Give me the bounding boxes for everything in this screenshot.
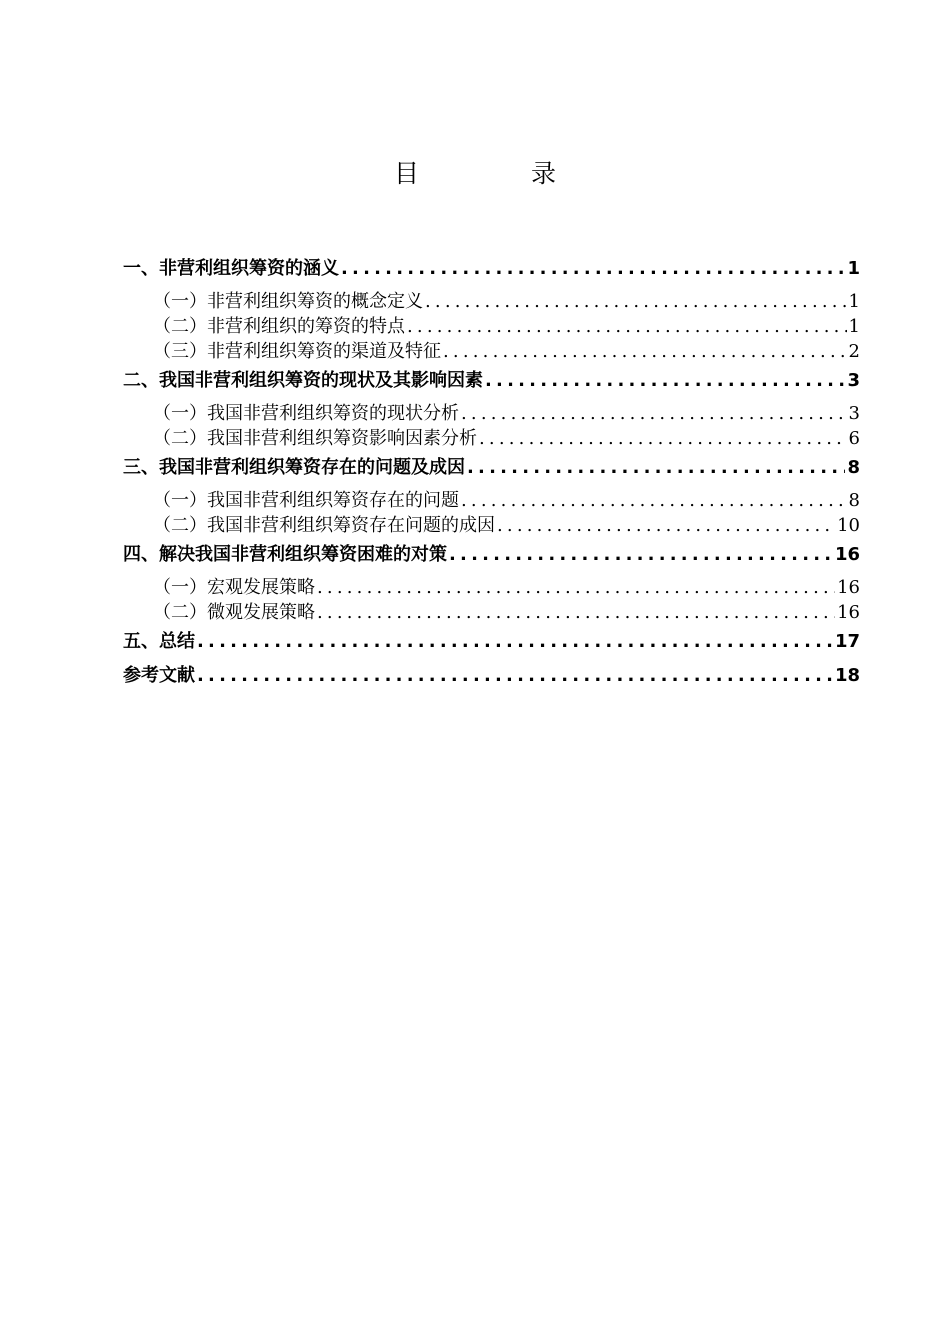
toc-leader-dots — [317, 600, 835, 625]
toc-entry-subsection[interactable] — [123, 289, 860, 314]
toc-leader-dots — [449, 541, 833, 569]
toc-entry-label: 五、总结 — [123, 631, 195, 652]
toc-entry-subsection[interactable] — [123, 339, 860, 367]
toc-entry-label: 三、我国非营利组织筹资存在的问题及成因 — [123, 457, 465, 478]
toc-page-number: 3 — [847, 370, 860, 391]
toc-entry-label: （一）我国非营利组织筹资的现状分析 — [153, 403, 459, 424]
toc-entry-label: （一）宏观发展策略 — [153, 577, 315, 598]
toc-entry-section-1[interactable] — [123, 255, 860, 289]
toc-page-number: 16 — [837, 577, 860, 598]
toc-leader-dots — [443, 339, 847, 364]
toc-entry-label: 参考文献 — [123, 665, 195, 686]
toc-leader-dots — [479, 426, 847, 451]
toc-leader-dots — [461, 401, 847, 426]
toc-leader-dots — [407, 314, 847, 339]
toc-leader-dots — [461, 488, 847, 513]
toc-entry-label: 一、非营利组织筹资的涵义 — [123, 258, 339, 279]
toc-page-number: 16 — [834, 544, 860, 565]
toc-entry-label: 二、我国非营利组织筹资的现状及其影响因素 — [123, 370, 483, 391]
toc-entry-label: （一）非营利组织筹资的概念定义 — [153, 291, 423, 312]
toc-entry-subsection[interactable] — [123, 600, 860, 628]
toc-leader-dots — [341, 255, 845, 283]
toc-leader-dots — [317, 575, 835, 600]
toc-page-number: 10 — [837, 515, 860, 536]
toc-leader-dots — [467, 454, 845, 482]
page-title: 目 录 — [394, 159, 608, 188]
toc-page-number: 3 — [848, 403, 860, 424]
toc-entry-label: （三）非营利组织筹资的渠道及特征 — [153, 341, 441, 362]
toc-page-number: 2 — [848, 341, 860, 362]
toc-page-number: 8 — [847, 457, 860, 478]
toc-entry-label: （二）非营利组织的筹资的特点 — [153, 316, 405, 337]
toc-page-number: 1 — [848, 316, 860, 337]
toc-entry-subsection[interactable] — [123, 488, 860, 513]
toc-leader-dots — [197, 662, 833, 690]
toc-entry-subsection[interactable] — [123, 575, 860, 600]
toc-entry-subsection[interactable] — [123, 401, 860, 426]
toc-entry-label: （二）我国非营利组织筹资存在问题的成因 — [153, 515, 495, 536]
toc-entry-label: 四、解决我国非营利组织筹资困难的对策 — [123, 544, 447, 565]
toc-entry-section-3[interactable] — [123, 454, 860, 488]
toc-entry-section-2[interactable] — [123, 367, 860, 401]
toc-page-number: 18 — [834, 665, 860, 686]
toc-entry-section-4[interactable] — [123, 541, 860, 575]
table-of-contents — [123, 255, 860, 696]
toc-leader-dots — [425, 289, 847, 314]
toc-page-number: 1 — [847, 258, 860, 279]
toc-page-number: 16 — [837, 602, 860, 623]
toc-leader-dots — [197, 628, 833, 656]
toc-entry-subsection[interactable] — [123, 513, 860, 541]
toc-page-number: 8 — [848, 490, 860, 511]
toc-leader-dots — [497, 513, 835, 538]
toc-entry-section-5[interactable] — [123, 628, 860, 662]
toc-leader-dots — [485, 367, 845, 395]
toc-entry-label: （一）我国非营利组织筹资存在的问题 — [153, 490, 459, 511]
toc-entry-references[interactable] — [123, 662, 860, 696]
toc-page-number: 17 — [834, 631, 860, 652]
toc-entry-subsection[interactable] — [123, 314, 860, 339]
toc-page-number: 1 — [848, 291, 860, 312]
toc-entry-subsection[interactable] — [123, 426, 860, 454]
toc-page-number: 6 — [848, 428, 860, 449]
toc-entry-label: （二）我国非营利组织筹资影响因素分析 — [153, 428, 477, 449]
toc-entry-label: （二）微观发展策略 — [153, 602, 315, 623]
